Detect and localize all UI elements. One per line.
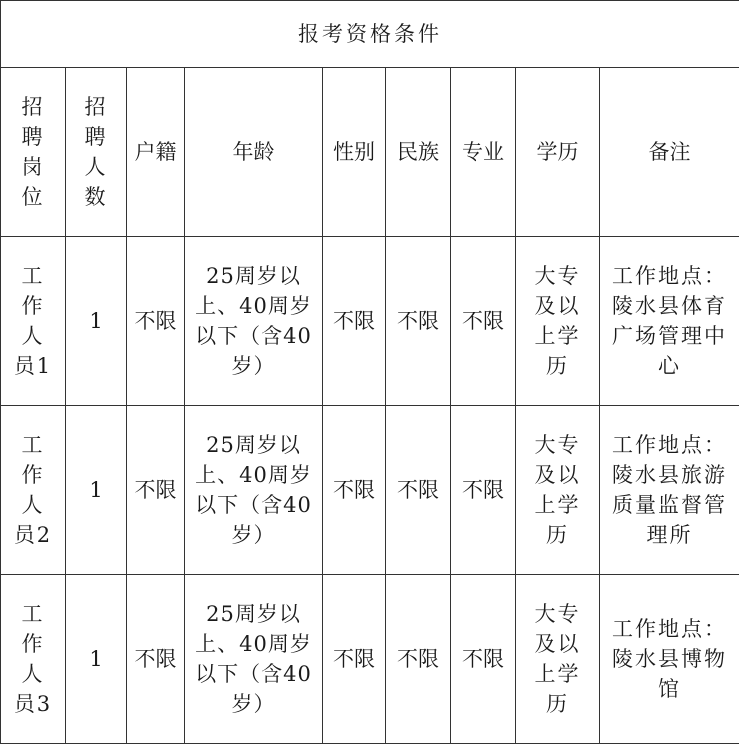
cell-age: 25周岁以上、40周岁以下（含40岁） bbox=[185, 575, 323, 744]
cell-position: 工作人员3 bbox=[1, 575, 66, 744]
header-major: 专业 bbox=[451, 68, 516, 237]
cell-education: 大专及以上学历 bbox=[516, 406, 600, 575]
cell-note: 工作地点：陵水县体育广场管理中心 bbox=[600, 237, 739, 406]
header-position: 招聘岗位 bbox=[1, 68, 66, 237]
header-ethnicity: 民族 bbox=[386, 68, 451, 237]
header-gender: 性别 bbox=[323, 68, 386, 237]
cell-household: 不限 bbox=[127, 237, 185, 406]
cell-note: 工作地点：陵水县博物馆 bbox=[600, 575, 739, 744]
cell-gender: 不限 bbox=[323, 575, 386, 744]
header-education: 学历 bbox=[516, 68, 600, 237]
cell-gender: 不限 bbox=[323, 237, 386, 406]
cell-gender: 不限 bbox=[323, 406, 386, 575]
cell-household: 不限 bbox=[127, 406, 185, 575]
cell-major: 不限 bbox=[451, 575, 516, 744]
cell-count: 1 bbox=[66, 575, 127, 744]
cell-ethnicity: 不限 bbox=[386, 575, 451, 744]
cell-note: 工作地点：陵水县旅游质量监督管理所 bbox=[600, 406, 739, 575]
cell-major: 不限 bbox=[451, 237, 516, 406]
header-note: 备注 bbox=[600, 68, 739, 237]
header-household: 户籍 bbox=[127, 68, 185, 237]
cell-ethnicity: 不限 bbox=[386, 406, 451, 575]
cell-count: 1 bbox=[66, 237, 127, 406]
table-title: 报考资格条件 bbox=[1, 1, 739, 68]
table-row bbox=[1, 237, 739, 406]
header-age: 年龄 bbox=[185, 68, 323, 237]
cell-position: 工作人员1 bbox=[1, 237, 66, 406]
table-row bbox=[1, 406, 739, 575]
cell-age: 25周岁以上、40周岁以下（含40岁） bbox=[185, 237, 323, 406]
cell-education: 大专及以上学历 bbox=[516, 575, 600, 744]
cell-position: 工作人员2 bbox=[1, 406, 66, 575]
cell-count: 1 bbox=[66, 406, 127, 575]
cell-ethnicity: 不限 bbox=[386, 237, 451, 406]
cell-household: 不限 bbox=[127, 575, 185, 744]
cell-age: 25周岁以上、40周岁以下（含40岁） bbox=[185, 406, 323, 575]
cell-education: 大专及以上学历 bbox=[516, 237, 600, 406]
table-row bbox=[1, 575, 739, 744]
header-row bbox=[1, 68, 739, 237]
cell-major: 不限 bbox=[451, 406, 516, 575]
header-count: 招聘人数 bbox=[66, 68, 127, 237]
